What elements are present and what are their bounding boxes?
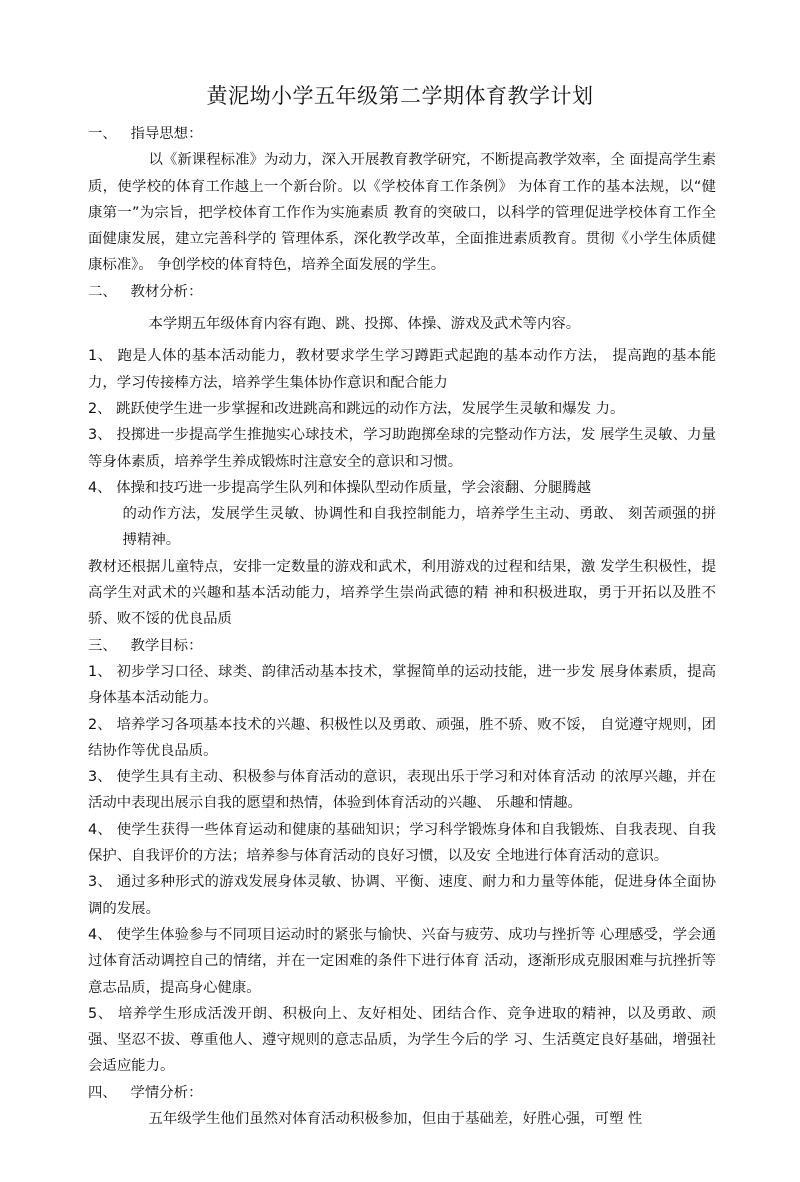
material-item: 2、 跳跃使学生进一步掌握和改进跳高和跳远的动作方法，发展学生灵敏和爆发 力。 [88,400,625,417]
guiding-ideology-paragraph: 以《新课程标准》为动力，深入开展教育教学研究，不断提高教学效率，全 面提高学生素质，使学校的体育工作越上一个新台阶。以《学校体育工作条例》 为体育工作的基本法规，以“健康第一”为宗旨，把学校体育工作作为实施素质 教育的突破口，以科学的管理促进学校体育工作全面健康发展，建立完善科学的 管理体系，深化教学改革，全面推进素质教育。贯彻《小学生体质健康标准》。 争创学校的体育特色，培养全面发展的学生。 [88,152,716,274]
section-heading-guiding-ideology: 一、 指导思想： [88,126,203,142]
goal-item: 3、 通过多种形式的游戏发展身体灵敏、协调、平衡、速度、耐力和力量等体能，促进身体全面协调的发展。 [88,874,716,917]
material-closing-paragraph: 教材还根据儿童特点，安排一定数量的游戏和武术，利用游戏的过程和结果，激 发学生积极性，提高学生对武术的兴趣和基本活动能力，培养学生崇尚武德的精 神和积极进取，勇于开拓以及胜不骄、败不馁的优良品质 [88,558,716,628]
student-analysis-paragraph: 五年级学生他们虽然对体育活动积极参加，但由于基础差，好胜心强，可塑 性 [148,1110,643,1127]
section-heading-material-analysis: 二、 教材分析： [88,283,203,300]
goal-item: 2、 培养学习各项基本技术的兴趣、积极性以及勇敢、顽强，胜不骄、败不馁， 自觉遵守规则，团结协作等优良品质。 [88,716,716,759]
document-title: 黄泥坳小学五年级第二学期体育教学计划 [206,84,594,108]
goal-item: 3、 使学生具有主动、积极参与体育活动的意识，表现出乐于学习和对体育活动 的浓厚兴趣，并在活动中表现出展示自我的愿望和热情，体验到体育活动的兴趣、 乐趣和情趣。 [88,769,716,812]
material-item-continued: 的动作方法，发展学生灵敏、协调性和自我控制能力，培养学生主动、勇敢、 刻苦顽强的拼搏精神。 [122,506,716,549]
goal-item: 4、 使学生体验参与不同项目运动时的紧张与愉快、兴奋与疲劳、成功与挫折等 心理感受，学会通过体育活动调控自己的情绪，并在一定困难的条件下进行体育 活动，逐渐形成克服困难与抗挫折等意志品质，提高身心健康。 [88,926,716,996]
material-item: 4、 体操和技巧进一步提高学生队列和体操队型动作质量，学会滚翻、分腿腾越 [88,479,592,496]
document-body [88,121,716,1132]
section-heading-teaching-goals: 三、 教学目标： [88,637,203,654]
section-heading-student-analysis: 四、 学情分析： [88,1084,203,1101]
material-item: 3、 投掷进一步提高学生推抛实心球技术，学习助跑掷垒球的完整动作方法，发 展学生灵敏、力量等身体素质，培养学生养成锻炼时注意安全的意识和习惯。 [88,427,716,470]
goal-item: 1、 初步学习口径、球类、韵律活动基本技术，掌握简单的运动技能，进一步发 展身体素质，提高身体基本活动能力。 [88,663,716,707]
material-item: 1、 跑是人体的基本活动能力，教材要求学生学习蹲距式起跑的基本动作方法， 提高跑的基本能力，学习传接棒方法，培养学生集体协作意识和配合能力 [88,348,716,391]
material-intro: 本学期五年级体育内容有跑、跳、投掷、体操、游戏及武术等内容。 [148,316,581,333]
goal-item: 4、 使学生获得一些体育运动和健康的基础知识；学习科学锻炼身体和自我锻炼、自我表现、自我保护、自我评价的方法；培养参与体育活动的良好习惯，以及安 全地进行体育活动的意识。 [88,821,716,865]
goal-item: 5、 培养学生形成活泼开朗、积极向上、友好相处、团结合作、竞争进取的精神，以及勇敢、顽强、坚忍不拔、尊重他人、遵守规则的意志品质，为学生今后的学 习、生活奠定良好基础，增强社会适应能力。 [88,1005,716,1075]
